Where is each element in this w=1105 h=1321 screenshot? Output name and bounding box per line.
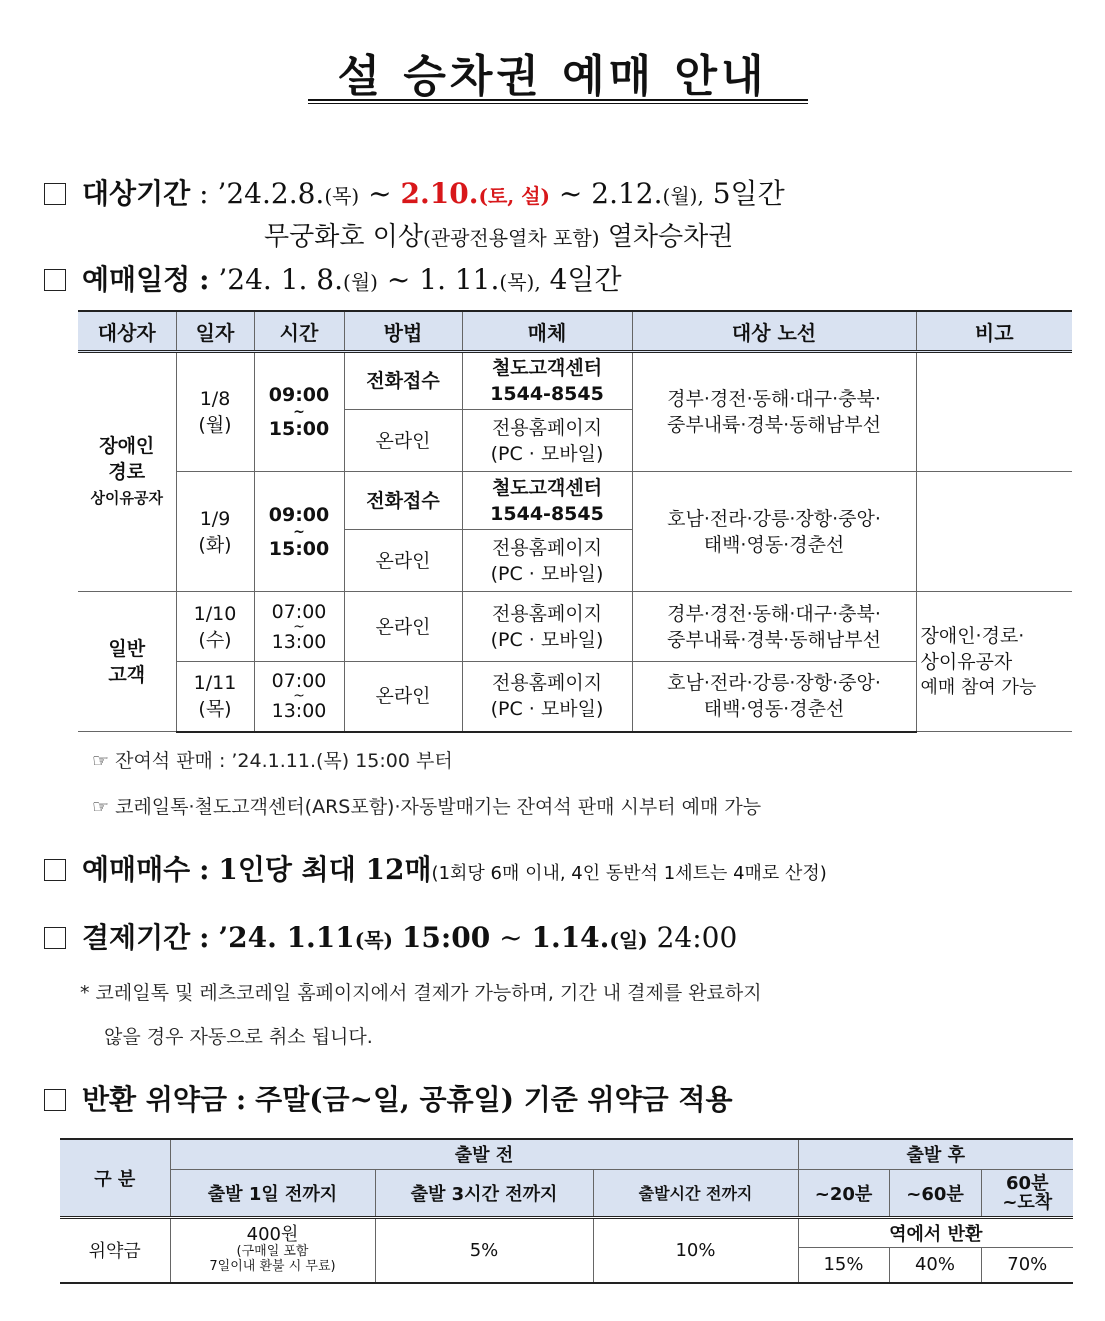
header-cell: 일자: [176, 311, 254, 352]
media-online: 전용홈페이지 (PC · 모바일): [462, 410, 632, 472]
header-cell: 출발시간 전까지: [593, 1169, 798, 1217]
header-cell: 방법: [344, 311, 462, 352]
title-underline: [308, 99, 808, 101]
section-count-label: 예매매수: [82, 853, 191, 886]
header-cell: 시간: [254, 311, 344, 352]
refund-rule: 주말(금~일, 공휴일) 기준 위약금 적용: [255, 1083, 733, 1116]
table-row: [78, 472, 1072, 530]
method-phone: 전화접수: [344, 472, 462, 530]
date-cell: 1/11 (목): [176, 662, 254, 732]
schedule-table-header: [78, 311, 1072, 352]
header-cell: 매체: [462, 311, 632, 352]
schedule-table: [78, 310, 1072, 733]
date-cell: 1/9 (화): [176, 472, 254, 592]
period-scope: 무궁화호 이상(관광전용열차 포함) 열차승차권: [264, 222, 734, 252]
target-disabled-elderly: 장애인 경로 상이유공자: [78, 352, 176, 592]
fee-after-arrival: 70%: [981, 1247, 1073, 1283]
table-row: [60, 1217, 1073, 1247]
date-cell: 1/10 (수): [176, 592, 254, 662]
date-cell: 1/8 (월): [176, 352, 254, 472]
title-underline-thin: [308, 103, 808, 104]
header-before-departure: 출발 전: [170, 1139, 798, 1169]
count-detail: (1회당 6매 이내, 4인 동반석 1세트는 4매로 산정): [431, 863, 827, 884]
header-cell: 출발 1일 전까지: [170, 1169, 375, 1217]
method-online: 온라인: [344, 662, 462, 732]
table-row: [78, 592, 1072, 662]
header-cell: 대상 노선: [632, 311, 916, 352]
remark-cell: 장애인·경로· 상이유공자 예매 참여 가능: [916, 592, 1072, 732]
method-online: 온라인: [344, 592, 462, 662]
media-online: 전용홈페이지 (PC · 모바일): [462, 662, 632, 732]
checkbox-icon: [44, 269, 66, 291]
time-cell: 07:00 ~ 13:00: [254, 592, 344, 662]
section-payment-label: 결제기간: [82, 921, 191, 954]
remark-cell: [916, 352, 1072, 472]
media-online: 전용홈페이지 (PC · 모바일): [462, 592, 632, 662]
section-period-label: 대상기간: [82, 177, 191, 210]
header-category: 구 분: [60, 1139, 170, 1217]
target-general: 일반 고객: [78, 592, 176, 732]
period-end-date: 2.12.: [591, 177, 663, 210]
fee-after-20: 15%: [798, 1247, 889, 1283]
refund-table: [60, 1138, 1073, 1284]
checkbox-icon: [44, 1089, 66, 1111]
time-cell: 09:00 ~ 15:00: [254, 352, 344, 472]
section-schedule: 예매일정 : ’24. 1. 8.(월) ~ 1. 11.(목), 4일간: [44, 258, 622, 298]
time-cell: 07:00 ~ 13:00: [254, 662, 344, 732]
section-count: 예매매수 : 1인당 최대 12매(1회당 6매 이내, 4인 동반석 1세트는 4매로 산정): [44, 848, 827, 888]
section-payment: 결제기간 : ’24. 1.11(목) 15:00 ~ 1.14.(일) 24:00: [44, 916, 737, 956]
station-refund: 역에서 반환: [798, 1217, 1073, 1247]
routes-cell: 경부·경전·동해·대구·충북· 중부내륙·경북·동해남부선: [632, 352, 916, 472]
header-cell: 비고: [916, 311, 1072, 352]
header-cell: ~60분: [889, 1169, 981, 1217]
count-main: 1인당 최대 12매: [218, 853, 432, 886]
header-cell: ~20분: [798, 1169, 889, 1217]
period-start-date: ’24.2.8.: [217, 177, 325, 210]
fee-after-60: 40%: [889, 1247, 981, 1283]
period-duration: 5일간: [712, 177, 785, 210]
checkbox-icon: [44, 859, 66, 881]
refund-header-row: [60, 1139, 1073, 1169]
routes-cell: 호남·전라·강릉·장항·중앙· 태백·영동·경춘선: [632, 472, 916, 592]
refund-header-row: [60, 1169, 1073, 1217]
pointing-hand-icon: ☞: [92, 796, 110, 818]
payment-note-line2: 않을 경우 자동으로 취소 됩니다.: [104, 1026, 373, 1048]
section-refund: 반환 위약금 : 주말(금~일, 공휴일) 기준 위약금 적용: [44, 1078, 733, 1118]
remark-cell: [916, 472, 1072, 592]
media-phone: 철도고객센터 1544-8545: [462, 352, 632, 410]
fee-departure: 10%: [593, 1217, 798, 1283]
note-channels: ☞ 코레일톡·철도고객센터(ARS포함)·자동발매기는 잔여석 판매 시부터 예매 가능: [92, 796, 762, 818]
method-online: 온라인: [344, 530, 462, 592]
page-title: 설 승차권 예매 안내: [337, 51, 768, 102]
section-refund-label: 반환 위약금: [82, 1083, 227, 1116]
period-holiday-date: 2.10.: [400, 177, 479, 210]
pointing-hand-icon: ☞: [92, 750, 110, 772]
method-phone: 전화접수: [344, 352, 462, 410]
method-online: 온라인: [344, 410, 462, 472]
header-after-departure: 출발 후: [798, 1139, 1073, 1169]
media-online: 전용홈페이지 (PC · 모바일): [462, 530, 632, 592]
table-row: [78, 352, 1072, 410]
fee-3hours: 5%: [375, 1217, 593, 1283]
checkbox-icon: [44, 183, 66, 205]
section-period: 대상기간 : ’24.2.8.(목) ~ 2.10.(토, 설) ~ 2.12.(월), 5일간: [44, 172, 785, 212]
header-cell: 출발 3시간 전까지: [375, 1169, 593, 1217]
time-cell: 09:00 ~ 15:00: [254, 472, 344, 592]
payment-note: * 코레일톡 및 레츠코레일 홈페이지에서 결제가 가능하며, 기간 내 결제를 완료하지: [80, 982, 762, 1004]
media-phone: 철도고객센터 1544-8545: [462, 472, 632, 530]
row-label: 위약금: [60, 1217, 170, 1283]
header-cell: 60분 ~도착: [981, 1169, 1073, 1217]
header-cell: 대상자: [78, 311, 176, 352]
section-schedule-label: 예매일정: [82, 263, 191, 296]
checkbox-icon: [44, 927, 66, 949]
fee-1day: 400원 (구매일 포함 7일이내 환불 시 무료): [170, 1217, 375, 1283]
routes-cell: 경부·경전·동해·대구·충북· 중부내륙·경북·동해남부선: [632, 592, 916, 662]
routes-cell: 호남·전라·강릉·장항·중앙· 태백·영동·경춘선: [632, 662, 916, 732]
note-remaining-seats: ☞ 잔여석 판매 : ’24.1.11.(목) 15:00 부터: [92, 750, 453, 772]
